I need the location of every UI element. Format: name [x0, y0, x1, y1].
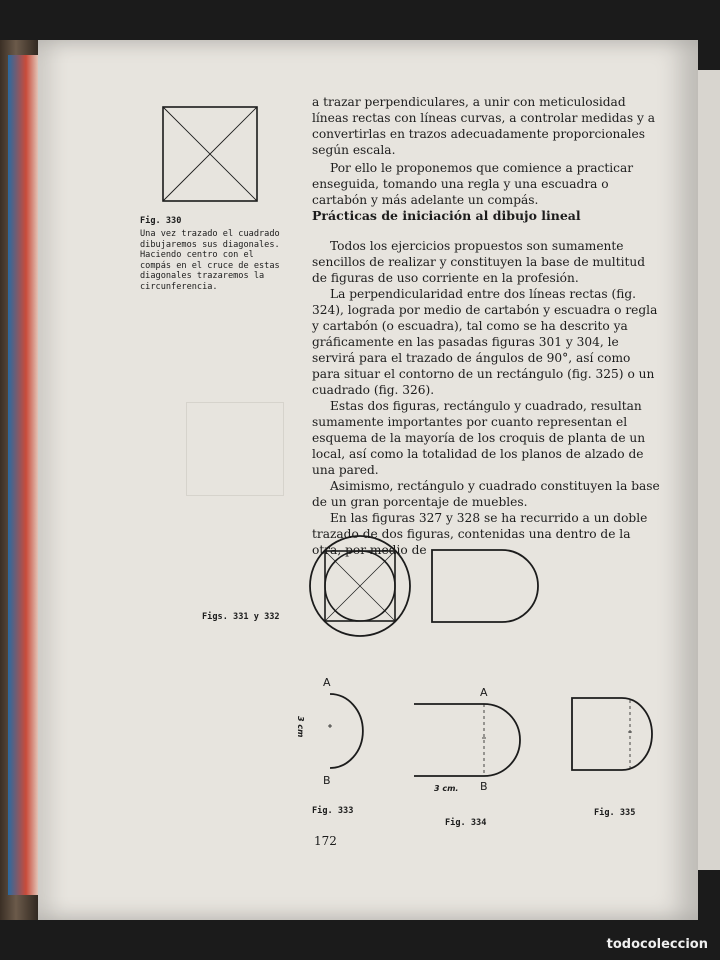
section-paragraph-1: Todos los ejercicios propuestos son sumamente sencillos de realizar y constituyen la base de multitud de figuras de uso corriente en la profesión.	[312, 239, 646, 285]
fig-335-rounded-corner	[570, 696, 660, 776]
fig-333-point-b: B	[323, 774, 331, 787]
fig-333-measure: 3 cm	[296, 716, 305, 738]
fig-330-label: Fig. 330	[140, 216, 182, 226]
section-text	[312, 238, 662, 558]
fig-333-semicircle	[318, 690, 368, 776]
fig-332-rounded-shape	[430, 548, 540, 624]
fig-333-point-a: A	[323, 676, 331, 689]
page-number: 172	[314, 834, 337, 848]
intro-text	[312, 94, 662, 208]
fig-334-point-b: B	[480, 780, 488, 793]
section-paragraph-3: Estas dos figuras, rectángulo y cuadrado, resultan sumamente importantes por cuanto representan el esquema de la mayoría de los croquis de planta de un local, así como la totalidad de los planos de alzado de una pared.	[312, 399, 646, 477]
fig-334-point-a: A	[480, 686, 488, 699]
fig-330-caption: Una vez trazado el cuadrado dibujaremos sus diagonales. Haciendo centro con el compás en el cruce de estas diagonales trazaremos la circunferencia.	[140, 229, 280, 292]
bleed-through-shape	[186, 402, 284, 496]
fig-333-label: Fig. 333	[312, 806, 354, 816]
section-paragraph-2: La perpendicularidad entre dos líneas rectas (fig. 324), lograda por medio de cartabón y escuadra o regla y cartabón (o escuadra), tal como se ha descrito ya gráficamente en las pasadas figuras 301 y 304, le servirá para el trazado de ángulos de 90°, así como para situar el contorno de un rectángulo (fig. 325) o un cuadrado (fig. 326).	[312, 287, 658, 397]
fig-334-measure: 3 cm.	[434, 784, 459, 793]
fig-334-half-rounded	[412, 702, 522, 778]
figs-331-332-label: Figs. 331 y 332	[202, 612, 280, 622]
fig-330-square-diagonals	[162, 106, 258, 202]
section-paragraph-5: En las figuras 327 y 328 se ha recurrido a un doble trazado de dos figuras, contenidas una dentro de la otra, por medio de	[312, 511, 648, 557]
fig-335-label: Fig. 335	[594, 808, 636, 818]
fig-334-label: Fig. 334	[445, 818, 487, 828]
watermark: todocoleccion	[606, 937, 708, 952]
intro-paragraph-1: a trazar perpendiculares, a unir con meticulosidad líneas rectas con líneas curvas, a controlar medidas y a convertirlas en trazos adecuadamente proporcionales según escala.	[312, 95, 655, 157]
section-heading: Prácticas de iniciación al dibujo lineal	[312, 208, 581, 223]
section-paragraph-4: Asimismo, rectángulo y cuadrado constituyen la base de un gran porcentaje de muebles.	[312, 479, 660, 509]
intro-paragraph-2: Por ello le proponemos que comience a practicar enseguida, tomando una regla y una escuadra o cartabón y más adelante un compás.	[312, 161, 634, 207]
fig-331-circle-square	[308, 534, 412, 638]
